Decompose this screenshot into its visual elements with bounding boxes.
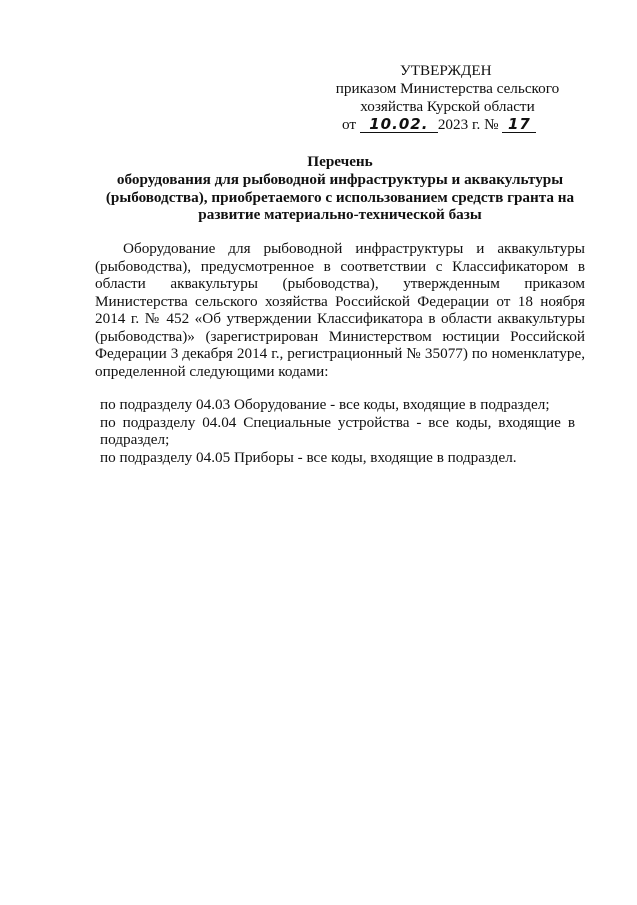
approval-title: УТВЕРЖДЕН: [400, 62, 492, 79]
handwritten-order-number: 17: [502, 116, 536, 133]
approval-line-2: хозяйства Курской области: [360, 98, 535, 115]
approval-block: [330, 62, 565, 134]
title-line-1: Перечень: [307, 153, 373, 170]
title-line-4: развитие материально-технической базы: [198, 206, 482, 224]
title-line-3: (рыбоводства), приобретаемого с использованием средств гранта на: [105, 188, 575, 206]
approval-date-line: [330, 116, 565, 134]
approval-year-text: 2023 г. №: [437, 116, 499, 133]
approval-line-1: приказом Министерства сельского: [335, 80, 560, 97]
list-item: по подразделу 04.03 Оборудование - все коды, входящие в подраздел;: [100, 396, 550, 413]
handwritten-date: 10.02.: [360, 116, 438, 133]
approval-from-label: от: [342, 116, 357, 133]
list-item: по подразделу 04.04 Специальные устройства - все коды, входящие в подраздел;: [100, 413, 575, 448]
title-line-2: оборудования для рыбоводной инфраструктуры и аквакультуры: [116, 170, 564, 188]
list-item: по подразделу 04.05 Приборы - все коды, входящие в подраздел.: [100, 448, 517, 466]
subsection-list: [100, 396, 575, 466]
body-paragraph: Оборудование для рыбоводной инфраструктуры и аквакультуры (рыбоводства), предусмотренное в соответствии с Классификатором в области аквакультуры (рыбоводства), утвержденным приказом Министерства сельского хозяйства Российской Федерации от 18 ноября 2014 г. № 452 «Об утверждении Классификатора в области аквакультуры (рыбоводства)» (зарегистрирован Министерством юстиции Российской Федерации 3 декабря 2014 г., регистрационный № 35077) по номенклатуре, определенной следующими кодами:: [95, 240, 585, 380]
document-title: [95, 153, 585, 224]
